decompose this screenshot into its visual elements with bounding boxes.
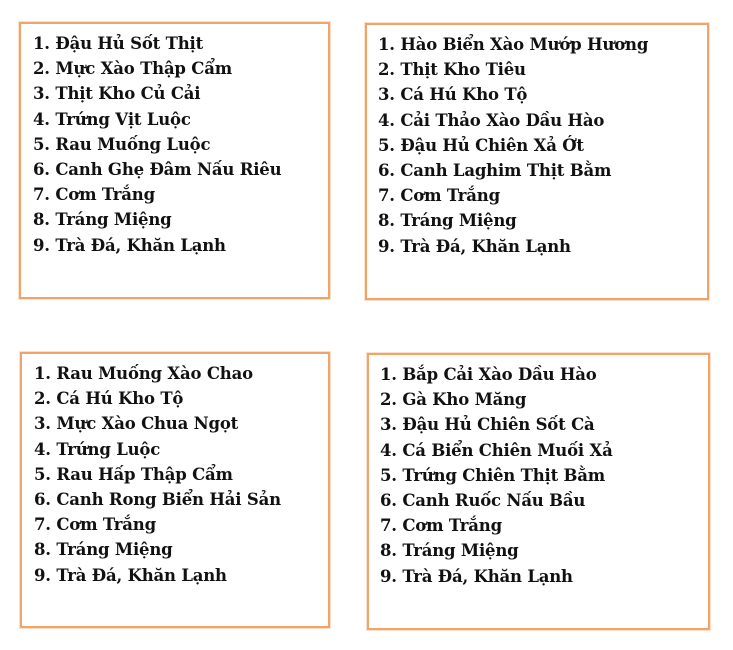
menu-item: 9. Trà Đá, Khăn Lạnh bbox=[380, 566, 573, 586]
menu-item: 9. Trà Đá, Khăn Lạnh bbox=[34, 565, 227, 585]
menu-box-4 bbox=[367, 353, 710, 630]
menu-item: 9. Trà Đá, Khăn Lạnh bbox=[33, 235, 226, 255]
menu-item: 3. Mực Xào Chua Ngọt bbox=[34, 414, 239, 434]
menu-box-2 bbox=[365, 23, 709, 300]
menu-item: 1. Rau Muống Xào Chao bbox=[34, 364, 253, 383]
menu-item: 4. Trứng Vịt Luộc bbox=[33, 109, 191, 129]
menu-box-3 bbox=[20, 352, 330, 628]
menu-list-3 bbox=[34, 361, 281, 588]
menu-item: 5. Trứng Chiên Thịt Bằm bbox=[380, 465, 606, 485]
menu-item: 7. Cơm Trắng bbox=[34, 515, 156, 535]
menu-item: 8. Tráng Miệng bbox=[33, 210, 172, 230]
menu-item: 5. Rau Hấp Thập Cẩm bbox=[34, 464, 233, 484]
menu-item: 8. Tráng Miệng bbox=[378, 211, 517, 231]
menu-item: 8. Tráng Miệng bbox=[380, 541, 519, 561]
menu-item: 6. Canh Laghim Thịt Bằm bbox=[378, 161, 612, 181]
menu-item: 6. Canh Ghẹ Đâm Nấu Riêu bbox=[33, 160, 282, 180]
menu-item: 4. Cá Biển Chiên Muối Xả bbox=[380, 440, 613, 460]
menu-item: 7. Cơm Trắng bbox=[378, 186, 500, 206]
menu-item: 9. Trà Đá, Khăn Lạnh bbox=[378, 236, 571, 256]
menu-item: 2. Thịt Kho Tiêu bbox=[378, 60, 526, 80]
menu-box-1 bbox=[19, 22, 330, 299]
menu-item: 6. Canh Rong Biển Hải Sản bbox=[34, 490, 281, 510]
menu-item: 3. Thịt Kho Củ Cải bbox=[33, 84, 201, 104]
menu-item: 7. Cơm Trắng bbox=[33, 185, 155, 205]
menu-item: 1. Đậu Hủ Sốt Thịt bbox=[33, 34, 204, 53]
menu-item: 2. Cá Hú Kho Tộ bbox=[34, 389, 184, 409]
menu-item: 8. Tráng Miệng bbox=[34, 540, 173, 560]
menu-list-4 bbox=[380, 362, 613, 589]
menu-item: 2. Mực Xào Thập Cẩm bbox=[33, 59, 232, 79]
menu-item: 6. Canh Ruốc Nấu Bầu bbox=[380, 491, 586, 511]
menu-item: 3. Cá Hú Kho Tộ bbox=[378, 85, 528, 105]
menu-item: 7. Cơm Trắng bbox=[380, 516, 502, 536]
menu-item: 5. Đậu Hủ Chiên Xả Ớt bbox=[378, 135, 584, 155]
menu-item: 4. Cải Thảo Xào Dầu Hào bbox=[378, 110, 605, 130]
menu-item: 5. Rau Muống Luộc bbox=[33, 134, 211, 154]
menu-list-2 bbox=[378, 32, 648, 259]
menu-item: 4. Trứng Luộc bbox=[34, 439, 161, 459]
menu-item: 2. Gà Kho Măng bbox=[380, 390, 527, 410]
menu-item: 1. Bắp Cải Xào Dầu Hào bbox=[380, 365, 597, 384]
menu-item: 1. Hào Biển Xào Mướp Hương bbox=[378, 35, 649, 54]
menu-list-1 bbox=[33, 31, 281, 258]
menu-item: 3. Đậu Hủ Chiên Sốt Cà bbox=[380, 415, 595, 435]
